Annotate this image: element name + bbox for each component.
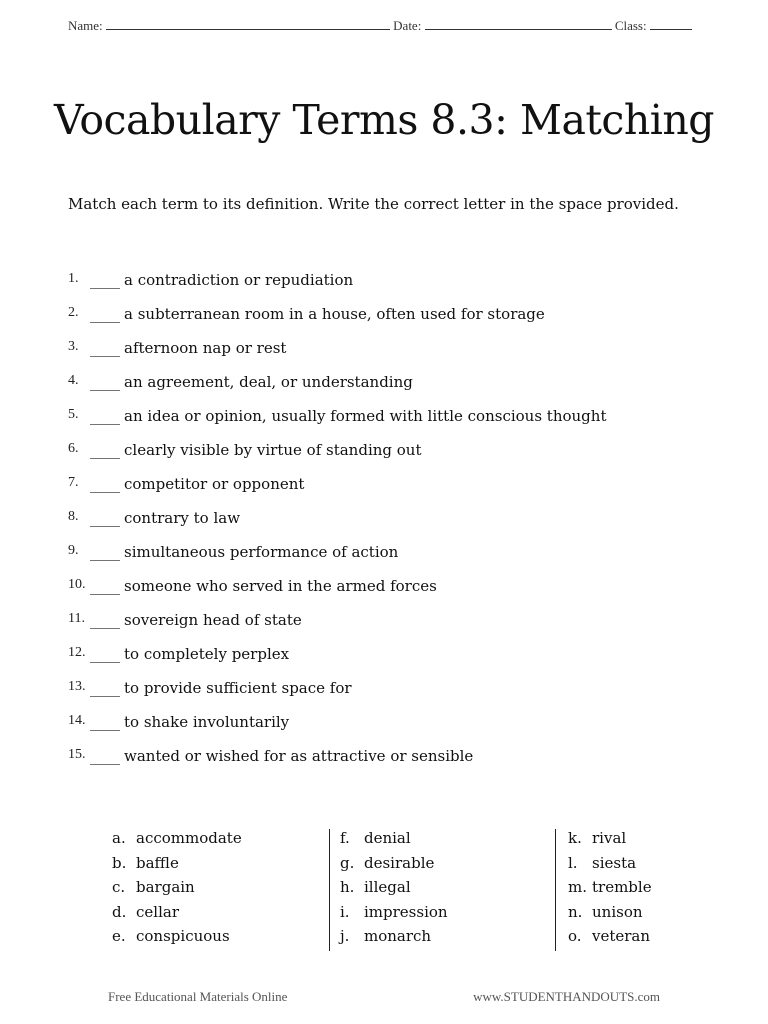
- answer-term: accommodate: [136, 829, 242, 847]
- answer-blank: ____: [90, 475, 120, 493]
- list-item: [68, 577, 708, 611]
- answer-term: impression: [364, 902, 448, 921]
- answer-letter: i.: [340, 902, 350, 921]
- answer-column: [556, 829, 664, 953]
- answer-term: cellar: [136, 902, 179, 921]
- answer-letter: m.: [568, 878, 587, 896]
- item-number: 13.: [68, 679, 86, 694]
- answer-blank: ____: [90, 543, 120, 561]
- item-number: 8.: [68, 509, 79, 524]
- item-definition: a subterranean room in a house, often used for storage: [124, 305, 545, 323]
- answer-blank: ____: [90, 339, 120, 357]
- list-item: [68, 373, 708, 407]
- item-definition: wanted or wished for as attractive or sensible: [124, 747, 474, 765]
- answer-option: [112, 829, 330, 854]
- list-item: [68, 713, 708, 747]
- list-item: [68, 305, 708, 339]
- list-item: [68, 407, 708, 441]
- answer-term: conspicuous: [136, 927, 230, 945]
- class-blank: [650, 18, 692, 30]
- item-definition: competitor or opponent: [124, 475, 305, 493]
- list-item: [68, 339, 708, 373]
- answer-blank: ____: [90, 407, 120, 425]
- item-number: 12.: [68, 645, 86, 660]
- answer-column: [330, 829, 556, 953]
- item-number: 9.: [68, 543, 79, 558]
- list-item: [68, 509, 708, 543]
- footer-website: www.STUDENTHANDOUTS.com: [473, 989, 660, 1004]
- answer-letter: f.: [340, 829, 350, 847]
- item-number: 14.: [68, 713, 86, 728]
- item-definition: afternoon nap or rest: [124, 339, 287, 357]
- item-number: 3.: [68, 339, 79, 354]
- item-number: 2.: [68, 305, 79, 320]
- answer-blank: ____: [90, 373, 120, 391]
- list-item: [68, 645, 708, 679]
- answer-option: [340, 878, 556, 903]
- answer-term: siesta: [592, 853, 637, 872]
- answer-letter: a.: [112, 829, 126, 847]
- answer-letter: g.: [340, 853, 355, 872]
- list-item: [68, 441, 708, 475]
- item-definition: sovereign head of state: [124, 611, 302, 629]
- item-definition: to shake involuntarily: [124, 713, 290, 731]
- answer-blank: ____: [90, 679, 120, 697]
- item-definition: someone who served in the armed forces: [124, 577, 437, 595]
- item-definition: simultaneous performance of action: [124, 543, 399, 561]
- answer-letter: j.: [340, 927, 350, 945]
- item-number: 11.: [68, 611, 85, 626]
- name-blank: [106, 18, 390, 30]
- page-title: Vocabulary Terms 8.3: Matching: [54, 96, 714, 144]
- answer-option: [340, 927, 556, 952]
- date-label: Date:: [393, 18, 422, 33]
- item-number: 5.: [68, 407, 79, 422]
- answer-option: [112, 903, 330, 928]
- item-definition: an agreement, deal, or understanding: [124, 373, 413, 391]
- answer-term: denial: [364, 829, 411, 847]
- footer-tagline: Free Educational Materials Online: [108, 989, 288, 1004]
- answer-letter: k.: [568, 829, 582, 847]
- list-item: [68, 679, 708, 713]
- answer-term: baffle: [136, 853, 179, 872]
- item-definition: to provide sufficient space for: [124, 679, 352, 697]
- answer-option: [340, 903, 556, 928]
- student-info-header: [68, 18, 700, 34]
- answer-option: [568, 903, 664, 928]
- answer-letter: h.: [340, 878, 355, 896]
- item-number: 1.: [68, 271, 79, 286]
- answer-blank: ____: [90, 713, 120, 731]
- answer-option: [112, 927, 330, 952]
- answer-option: [112, 878, 330, 903]
- name-label: Name:: [68, 18, 103, 33]
- item-number: 4.: [68, 373, 79, 388]
- list-item: [68, 271, 708, 305]
- item-definition: contrary to law: [124, 509, 241, 527]
- instructions: Match each term to its definition. Write the correct letter in the space provided.: [68, 195, 679, 213]
- answer-option: [568, 854, 664, 879]
- answer-blank: ____: [90, 611, 120, 629]
- list-item: [68, 543, 708, 577]
- answer-letter: l.: [568, 853, 578, 872]
- answer-term: monarch: [364, 927, 432, 945]
- class-label: Class:: [614, 18, 647, 33]
- answer-letter: d.: [112, 902, 127, 921]
- answer-option: [340, 854, 556, 879]
- answer-term: desirable: [364, 853, 435, 872]
- answer-column: [104, 829, 330, 953]
- answer-term: bargain: [136, 878, 195, 896]
- answer-option: [112, 854, 330, 879]
- list-item: [68, 611, 708, 645]
- item-definition: an idea or opinion, usually formed with little conscious thought: [124, 407, 607, 425]
- list-item: [68, 475, 708, 509]
- answer-term: unison: [592, 902, 643, 921]
- list-item: [68, 747, 708, 781]
- answer-blank: ____: [90, 441, 120, 459]
- item-definition: to completely perplex: [124, 645, 290, 663]
- item-definition: clearly visible by virtue of standing out: [124, 441, 422, 459]
- answer-letter: c.: [112, 878, 126, 896]
- answer-letter: e.: [112, 927, 126, 945]
- answer-term: veteran: [592, 927, 651, 945]
- date-blank: [425, 18, 612, 30]
- answer-letter: n.: [568, 902, 583, 921]
- item-number: 10.: [68, 577, 86, 592]
- item-number: 15.: [68, 747, 86, 762]
- definition-list: [68, 271, 708, 781]
- answer-blank: ____: [90, 271, 120, 289]
- answer-letter: o.: [568, 927, 582, 945]
- answer-term: rival: [592, 829, 627, 847]
- answer-blank: ____: [90, 747, 120, 765]
- item-number: 7.: [68, 475, 79, 490]
- item-definition: a contradiction or repudiation: [124, 271, 354, 289]
- item-number: 6.: [68, 441, 79, 456]
- answer-blank: ____: [90, 645, 120, 663]
- answer-option: [568, 878, 664, 903]
- answer-option: [568, 829, 664, 854]
- answer-term: illegal: [364, 878, 411, 896]
- answer-term: tremble: [592, 878, 652, 896]
- answer-option: [340, 829, 556, 854]
- answer-option: [568, 927, 664, 952]
- answer-letter: b.: [112, 853, 127, 872]
- answer-blank: ____: [90, 509, 120, 527]
- answer-blank: ____: [90, 305, 120, 323]
- answer-blank: ____: [90, 577, 120, 595]
- answer-bank: [104, 829, 664, 953]
